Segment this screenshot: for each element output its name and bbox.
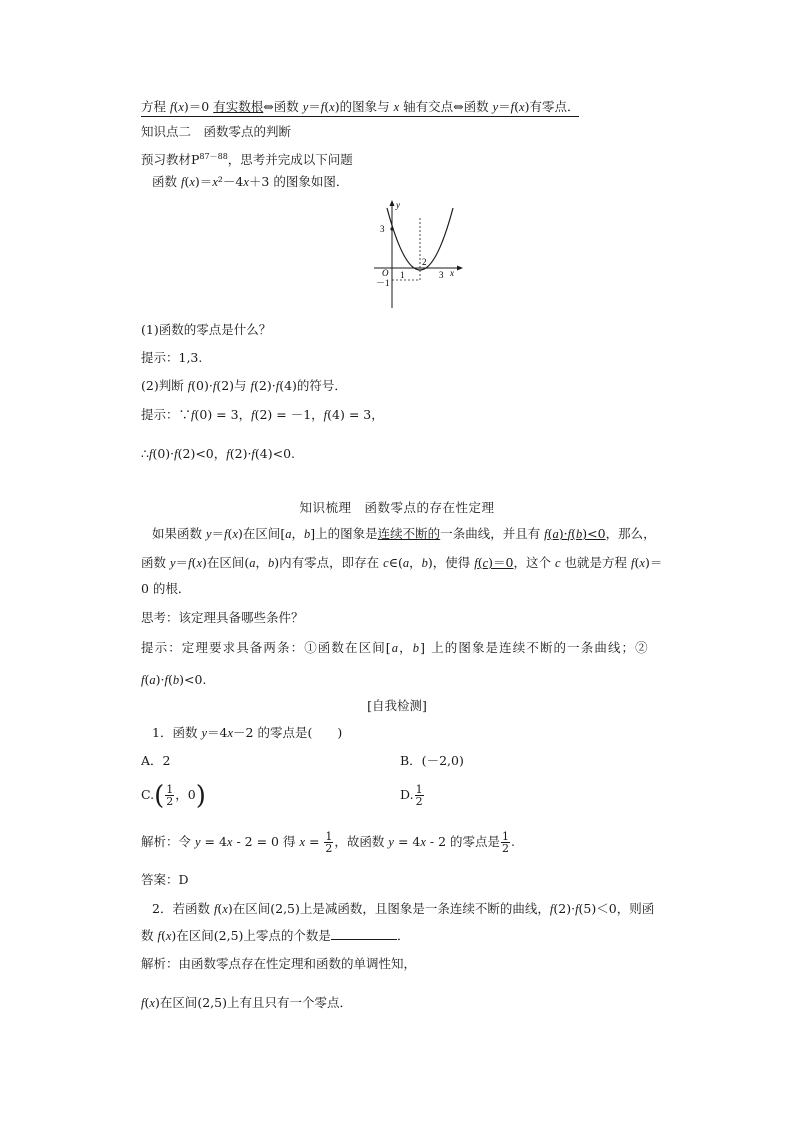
origin-label: O: [382, 268, 389, 278]
fraction-one-half: $\frac{1}{2}$: [325, 830, 333, 855]
solution-2-line-2: f(x)在区间(2,5)上有且只有一个零点．: [141, 995, 352, 1010]
option-a: A．2: [141, 753, 171, 768]
section-title-existence-theorem: 知识梳理 函数零点的存在性定理: [299, 500, 495, 515]
hint-2-line-2: ∴f(0)·f(2)<0，f(2)·f(4)<0.: [141, 446, 296, 461]
tick-label-2: 2: [422, 257, 427, 267]
problem-2-line-1: 2．若函数 f(x)在区间(2,5)上是减函数，且图象是一条连续不断的曲线，f(2)·f(5)＜0，则函: [152, 901, 655, 916]
self-test-heading: [自我检测]: [367, 698, 427, 713]
y-tick-label-3: 3: [380, 224, 385, 234]
theorem-line-3: 0 的根．: [141, 581, 191, 596]
text-line-function: 函数 f(x)＝x²－4x＋3 的图象如图．: [152, 174, 349, 189]
problem-2-line-2: 数 f(x)在区间(2,5)上零点的个数是 ．: [141, 928, 410, 943]
question-2: (2)判断 f(0)·f(2)与 f(2)·f(4)的符号．: [141, 378, 347, 393]
text-line-preview: 预习教材$P^{87-88}$，思考并完成以下问题: [141, 152, 353, 168]
tick-label-3: 3: [439, 270, 444, 280]
x-axis-label: x: [450, 268, 454, 278]
question-1: (1)函数的零点是什么？: [141, 322, 272, 337]
solution-1: 解析：令 y = 4x - 2 = 0 得 x = $\frac{1}{2}$ ，故函数 y = 4x - 2 的零点是 $\frac{1}{2}$ .: [141, 830, 515, 855]
answer-1: 答案：D: [141, 872, 189, 887]
fraction-one-half: $\frac{1}{2}$: [415, 783, 423, 808]
x-axis-arrow: [457, 266, 463, 271]
theorem-line-1: 如果函数 y＝f(x)在区间[a，b]上的图象是连续不断的一条曲线，并且有 f(a)·f(b)<0，那么，: [152, 526, 656, 541]
hint-conditions-line-2: f(a)·f(b)<0.: [141, 672, 207, 687]
fraction-one-half: $\frac{1}{2}$: [502, 830, 510, 855]
solution-2-line-1: 解析：由函数零点存在性定理和函数的单调性知，: [141, 956, 417, 971]
condition-fa-fb: f(a)·f(b)<0: [544, 526, 606, 541]
think-question: 思考：该定理具备哪些条件？: [141, 610, 304, 625]
hint-conditions-line-1: 提示：定理要求具备两条：①函数在区间[a，b] 上的图象是连续不断的一条曲线；②: [141, 640, 649, 655]
text-line-1: 方程 f(x)＝0 有实数根⇔函数 y＝f(x)的图象与 x 轴有交点⇔函数 y＝f(x)有零点．: [141, 99, 579, 117]
y-axis-label: y: [396, 200, 400, 210]
problem-1: 1．函数 y＝4x－2 的零点是( ): [152, 725, 343, 740]
fraction-one-half: $\frac{1}{2}$: [166, 783, 174, 808]
hint-1: 提示：1,3.: [141, 350, 203, 365]
theorem-line-2: 函数 y＝f(x)在区间(a，b)内有零点，即存在 c∈(a，b)，使得 f(c)＝0，这个 c 也就是方程 f(x)＝: [141, 555, 663, 570]
option-d: D. $\frac{1}{2}$: [400, 783, 423, 808]
answer-blank[interactable]: [331, 927, 397, 940]
tick-label-1: 1: [400, 270, 405, 280]
underlined-term: 有实数根: [213, 99, 264, 114]
hint-2-line-1: 提示：∵f(0) = 3，f(2) = －1，f(4) = 3，: [141, 407, 384, 422]
section-heading-knowledge-point-2: 知识点二 函数零点的判断: [141, 124, 292, 139]
option-c: C.( $\frac{1}{2}$ ，0): [141, 780, 206, 811]
point-0-3: [390, 227, 393, 230]
parabola-graph: [370, 198, 465, 310]
y-axis-arrow: [390, 200, 395, 206]
y-tick-label-neg1: －1: [376, 278, 390, 288]
option-b: B．(－2,0): [400, 753, 464, 768]
